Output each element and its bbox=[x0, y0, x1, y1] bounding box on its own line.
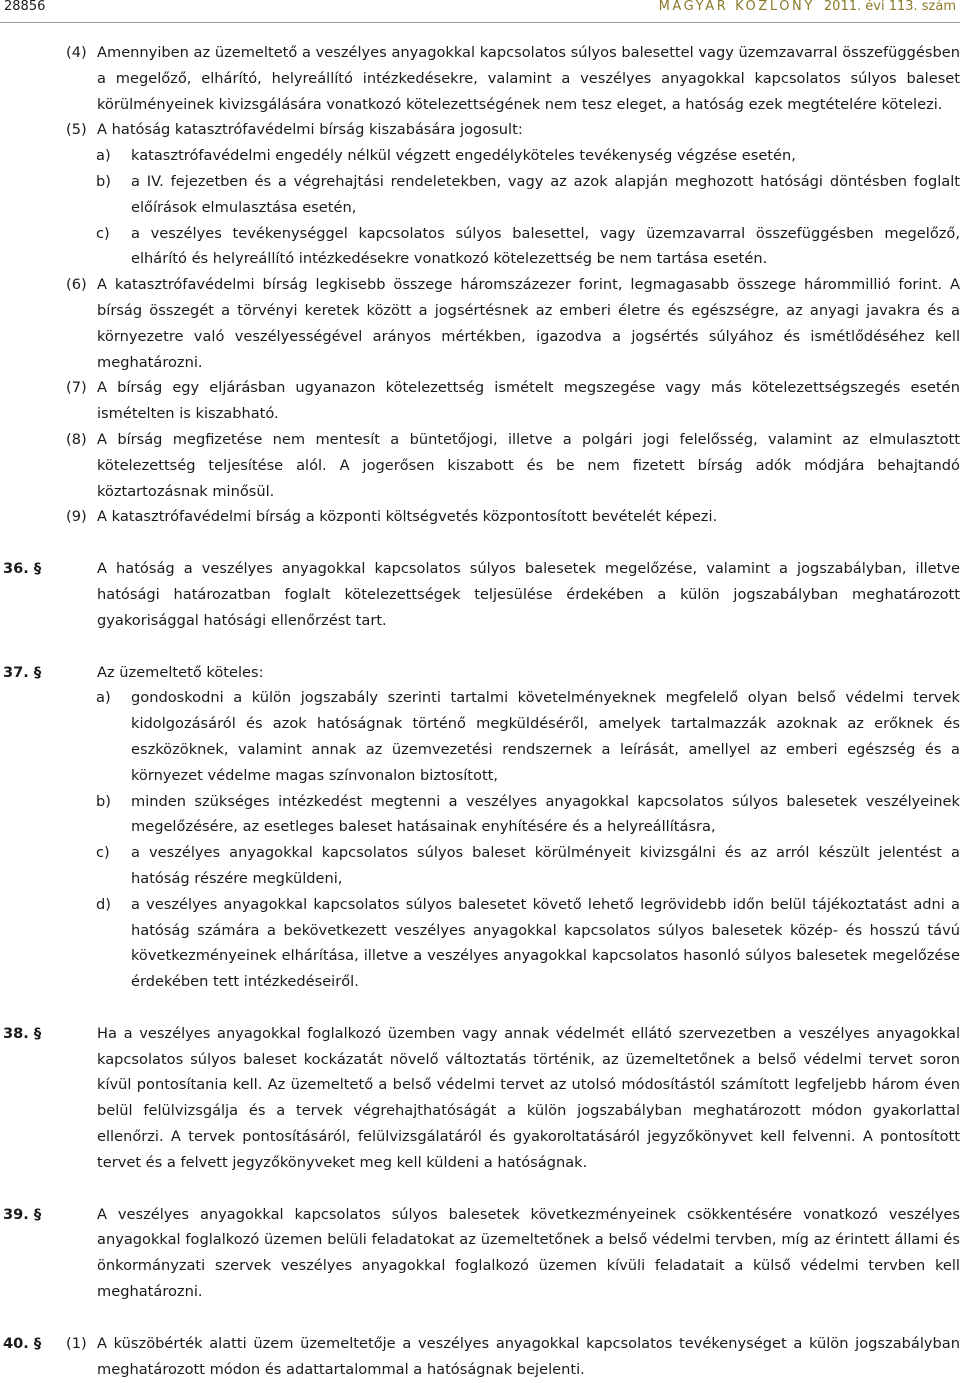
document-body bbox=[0, 40, 960, 1382]
list-item-label: b) bbox=[96, 792, 111, 810]
list-item bbox=[0, 143, 960, 169]
paragraph-6 bbox=[0, 272, 960, 375]
section-text: A veszélyes anyagokkal kapcsolatos súlyos balesetek következményeinek csökkentésére vonatkozó veszélyes anyagokkal foglalkozó üzemen belüli feladatokat az üzemeltetőnek a belső védelmi tervben, míg az érintett állami és önkormányzati szervek veszélyes anyagokkal foglalkozó üzemen kívüli feladatait a külső védelmi tervben kell meghatározni. bbox=[97, 1205, 960, 1301]
paragraph-4 bbox=[0, 40, 960, 117]
paragraph-5 bbox=[0, 117, 960, 143]
list-item-text: a veszélyes anyagokkal kapcsolatos súlyos balesetet követő lehető legrövidebb időn belül tájékoztatást adni a hatóság számára a bekövetkezett veszélyes anyagokkal kapcsolatos súlyos balesetek közép- és hosszú távú következményeinek elhárítása, illetve a veszélyes anyagokkal kapcsolatos hasonló súlyos balesetek megelőzése érdekében tett intézkedéseiről. bbox=[131, 895, 960, 991]
list-item-label: c) bbox=[96, 844, 110, 862]
paragraph-text: A katasztrófavédelmi bírság legkisebb összege háromszázezer forint, legmagasabb összege hárommillió forint. A bírság összegét a törvényi keretek között a jogsértésnek az emberi életre és egészségre, az anyagi javakra és a környezetre való veszélyességével arányos mértékben, igazodva a jogsértés súlyához és ismétlődéséhez kell meghatározni. bbox=[97, 276, 960, 371]
section-number: 40. § bbox=[3, 1334, 42, 1352]
paragraph-number: (5) bbox=[66, 121, 87, 139]
page-number: 28856 bbox=[4, 0, 46, 14]
section-number: 39. § bbox=[3, 1205, 42, 1223]
list-item-text: a veszélyes tevékenységgel kapcsolatos súlyos balesettel, vagy üzemzavarral összefüggésben megelőző, elhárító és helyreállító intézkedésekre vonatkozó kötelezettség be nem tartása esetén. bbox=[131, 224, 960, 268]
paragraph-number: (6) bbox=[66, 276, 87, 294]
subsection-number: (1) bbox=[66, 1334, 87, 1352]
section-40 bbox=[0, 1331, 960, 1383]
list-item-text: a veszélyes anyagokkal kapcsolatos súlyos baleset körülményeit kivizsgálni és az arról készült jelentést a hatóság részére megküldeni, bbox=[131, 844, 960, 887]
section-39 bbox=[0, 1202, 960, 1305]
journal-header bbox=[659, 0, 956, 14]
section-spacer bbox=[0, 530, 960, 556]
list-item-text: gondoskodni a külön jogszabály szerinti tartalmi követelményeknek megfelelő olyan belső védelmi tervek kidolgozásáról és azok hatóságnak történő megküldéséről, amelyek tartalmazzák azoknak az erőknek és eszközöknek, valamint annak az üzemvezetési rendszernek a leírását, amellyel az emberi egészség és a környezet védelme magas színvonalon biztosított, bbox=[131, 689, 960, 784]
list-item-text: katasztrófavédelmi engedély nélkül végzett engedélyköteles tevékenység végzése esetén, bbox=[131, 147, 796, 165]
list-item-text: minden szükséges intézkedést megtenni a veszélyes anyagokkal kapcsolatos súlyos balesetek veszélyeinek megelőzésére, az esetleges baleset hatásainak enyhítésére és a helyreállításra, bbox=[131, 792, 960, 836]
paragraph-text: A katasztrófavédelmi bírság a központi költségvetés központosított bevételét képezi. bbox=[97, 508, 718, 526]
section-text: A küszöbérték alatti üzem üzemeltetője a veszélyes anyagokkal kapcsolatos tevékenységet a külön jogszabályban meghatározott módon és adattartalommal a hatóságnak bejelenti. bbox=[97, 1334, 960, 1378]
list-item-label: d) bbox=[96, 895, 111, 913]
section-38 bbox=[0, 1021, 960, 1176]
list-item-label: b) bbox=[96, 172, 111, 190]
section-spacer bbox=[0, 1305, 960, 1331]
section-number: 37. § bbox=[3, 663, 42, 681]
list-item bbox=[0, 892, 960, 995]
paragraph-number: (7) bbox=[66, 379, 87, 397]
list-item bbox=[0, 169, 960, 221]
section-37 bbox=[0, 660, 960, 686]
page-header bbox=[0, 0, 960, 23]
section-spacer bbox=[0, 995, 960, 1021]
paragraph-text: A hatóság katasztrófavédelmi bírság kiszabására jogosult: bbox=[97, 121, 523, 139]
list-item-label: c) bbox=[96, 224, 110, 242]
list-item bbox=[0, 221, 960, 273]
section-36 bbox=[0, 556, 960, 633]
paragraph-number: (4) bbox=[66, 44, 87, 61]
section-text: Az üzemeltető köteles: bbox=[97, 663, 264, 681]
list-item bbox=[0, 685, 960, 788]
paragraph-7 bbox=[0, 375, 960, 427]
list-item-text: a IV. fejezetben és a végrehajtási rendeletekben, vagy az azok alapján meghozott hatósági döntésben foglalt előírások elmulasztása esetén, bbox=[131, 172, 960, 216]
paragraph-text: Amennyiben az üzemeltető a veszélyes anyagokkal kapcsolatos súlyos balesettel vagy üzemzavarral összefüggésben a megelőző, elhárító, helyreállító intézkedésekre, valamint a veszélyes anyagokkal kapcsolatos súlyos baleset körülményeinek kivizsgálására vonatkozó kötelezettségének nem tesz eleget, a hatóság ezek megtételére kötelezi. bbox=[97, 44, 960, 113]
list-item-label: a) bbox=[96, 689, 111, 707]
section-number: 36. § bbox=[3, 560, 42, 578]
section-spacer bbox=[0, 1176, 960, 1202]
paragraph-number: (9) bbox=[66, 508, 87, 526]
list-item bbox=[0, 789, 960, 841]
paragraph-8 bbox=[0, 427, 960, 504]
list-item-label: a) bbox=[96, 147, 111, 165]
paragraph-9 bbox=[0, 504, 960, 530]
section-number: 38. § bbox=[3, 1024, 42, 1042]
journal-title: MAGYAR KÖZLÖNY bbox=[658, 0, 815, 14]
section-text: Ha a veszélyes anyagokkal foglalkozó üzemben vagy annak védelmét ellátó szervezetben a veszélyes anyagokkal kapcsolatos súlyos baleset kockázatát növelő változtatás történik, az üzemeltetőnek a belső védelmi tervet soron kívül pontosítania kell. Az üzemeltető a belső védelmi tervet az utolsó módosítástól számított legfeljebb három éven belül felülvizsgálja és a tervek végrehajthatóságát a külön jogszabályban meghatározott módon gyakorlattal ellenőrzi. A tervek pontosításáról, felülvizsgálatáról és gyakoroltatásáról jegyzőkönyvet kell felvenni. A pontosított tervet és a felvett jegyzőkönyveket meg kell küldeni a hatóságnak. bbox=[97, 1024, 960, 1171]
section-text: A hatóság a veszélyes anyagokkal kapcsolatos súlyos balesetek megelőzése, valamint a jogszabályban, illetve hatósági határozatban foglalt kötelezettségek teljesülése érdekében a külön jogszabályban meghatározott gyakorisággal hatósági ellenőrzést tart. bbox=[97, 560, 960, 629]
section-spacer bbox=[0, 634, 960, 660]
issue-label: 2011. évi 113. szám bbox=[823, 0, 956, 14]
list-item bbox=[0, 840, 960, 892]
paragraph-text: A bírság egy eljárásban ugyanazon kötelezettség ismételt megszegése vagy más kötelezettségszegés esetén ismételten is kiszabható. bbox=[97, 379, 960, 423]
paragraph-number: (8) bbox=[66, 430, 87, 448]
paragraph-text: A bírság megfizetése nem mentesít a büntetőjogi, illetve a polgári jogi felelősség, valamint az elmulasztott kötelezettség teljesítése alól. A jogerősen kiszabott és be nem fizetett bírság adók módjára behajtandó köztartozásnak minősül. bbox=[97, 430, 960, 500]
